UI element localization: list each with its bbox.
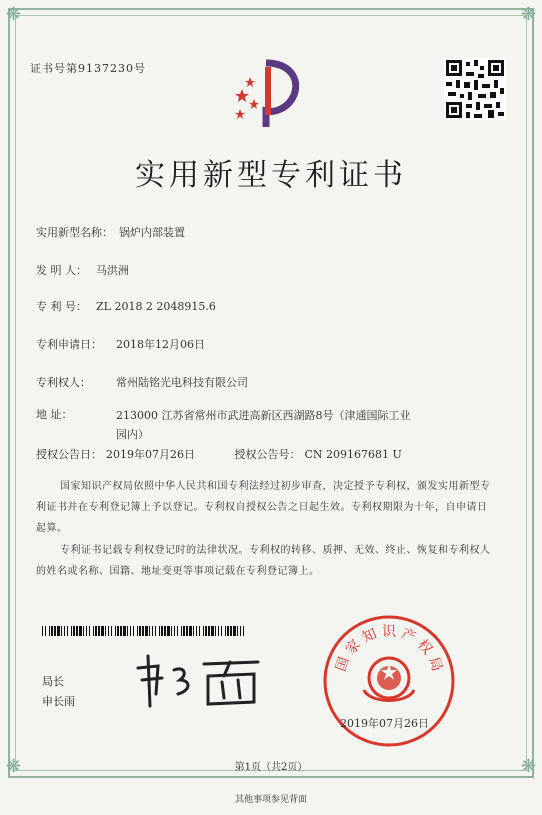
barcode-bar [57, 626, 60, 636]
barcode-bar [51, 626, 53, 636]
grant-row [36, 446, 402, 462]
seal-date: 2019年07月26日 [340, 717, 429, 730]
barcode-bar [152, 626, 153, 636]
barcode-bar [98, 626, 100, 636]
barcode-bar [73, 626, 75, 636]
seal-char: 局 [425, 654, 445, 674]
barcode-bar [177, 626, 178, 636]
filing-date-label: 专利申请日： [36, 338, 102, 351]
filing-date-row [36, 336, 205, 352]
grant-statement-paragraph: 国家知识产权局依照中华人民共和国专利法经过初步审查，决定授予专利权，颁发实用新型专利证书并在专利登记簿上予以登记。专利权自授权公告之日起生效。专利权期限为十年，自申请日起算。 [36, 481, 491, 534]
barcode-bar [76, 626, 78, 636]
seal-char: 权 [414, 636, 436, 658]
utility-name-value: 锅炉内部装置 [119, 226, 185, 239]
barcode-bar [218, 626, 219, 636]
barcode-bar [181, 626, 182, 636]
patentee-row [36, 374, 248, 390]
barcode-bar [45, 626, 46, 636]
barcode-bar [86, 626, 87, 636]
grant-date-label: 授权公告日： [36, 448, 102, 461]
barcode-bar [183, 626, 185, 636]
barcode-bar [101, 626, 104, 636]
address-value: 213000 江苏省常州市武进高新区西湖路8号（津通国际工业园内） [116, 409, 411, 441]
director-title [42, 672, 75, 712]
barcode-bar [130, 626, 131, 636]
barcode-bar [196, 626, 197, 636]
seal-char: 家 [342, 636, 364, 658]
inventor-row [36, 262, 129, 278]
legal-status-paragraph: 专利证书记载专利权登记时的法律状况。专利权的转移、质押、无效、终止、恢复和专利权人的姓名或名称、国籍、地址变更等事项记载在专利登记簿上。 [36, 545, 491, 577]
barcode-bar [93, 626, 94, 636]
barcode-bar [117, 626, 119, 636]
grant-number-value: CN 209167681 U [304, 448, 402, 461]
certificate-title: 实用新型专利证书 [135, 158, 407, 193]
barcode-bar [71, 626, 72, 636]
barcode-bar [61, 626, 62, 636]
patent-office-logo-icon [228, 55, 308, 135]
barcode-bar [142, 626, 144, 636]
corner-ornament-icon: ❋ [6, 4, 22, 25]
barcode-bar [243, 626, 244, 636]
barcode-bar [189, 626, 192, 636]
seal-char: 知 [359, 625, 380, 647]
inventor-label: 发 明 人： [36, 264, 87, 277]
barcode-bar [79, 626, 82, 636]
utility-name-row [36, 224, 185, 240]
barcode-bar [230, 626, 232, 636]
inventor-value: 马洪洲 [96, 264, 129, 277]
barcode-bar [120, 626, 122, 636]
filing-date-value: 2018年12月06日 [116, 338, 205, 351]
barcode-bar [225, 626, 226, 636]
corner-ornament-icon: ❋ [520, 756, 536, 777]
barcode-bar [83, 626, 84, 636]
barcode-bar [105, 626, 106, 636]
patentee-value: 常州陆铭光电科技有限公司 [116, 376, 248, 389]
address-label: 地 址： [36, 408, 73, 421]
grant-date-value: 2019年07月26日 [106, 448, 195, 461]
barcode-bar [227, 626, 229, 636]
barcode-bar [115, 626, 116, 636]
barcode-bar [186, 626, 188, 636]
barcode-bar [54, 626, 56, 636]
barcode-bar [221, 626, 222, 636]
corner-ornament-icon: ❋ [520, 4, 536, 25]
corner-ornament-icon: ❋ [6, 756, 22, 777]
patent-number-row [36, 298, 216, 314]
barcode-bar [111, 626, 112, 636]
patent-number-value: ZL 2018 2 2048915.6 [96, 300, 216, 313]
handwritten-signature-icon [132, 650, 272, 710]
barcode-bar [95, 626, 97, 636]
barcode-bar [108, 626, 109, 636]
grant-number-label: 授权公告号： [234, 448, 301, 461]
patentee-label: 专利权人： [36, 376, 91, 389]
barcode-bar [123, 626, 126, 636]
director-name: 申长雨 [42, 695, 75, 708]
barcode-bar [233, 626, 236, 636]
certificate-number: 证书号第9137230号 [30, 62, 146, 75]
barcode-bar [237, 626, 238, 636]
patent-number-label: 专 利 号： [36, 300, 87, 313]
director-title-line1: 局长 [42, 675, 64, 688]
barcode-bar [208, 626, 210, 636]
barcode-bar [171, 626, 172, 636]
barcode-bar [164, 626, 166, 636]
barcode-bar [161, 626, 163, 636]
barcode-bar [137, 626, 138, 636]
barcode-bar [42, 626, 43, 636]
barcode-bar [133, 626, 134, 636]
barcode-bar [205, 626, 207, 636]
footer-note: 其他事项参见背面 [234, 795, 307, 805]
seal-char: 产 [398, 625, 419, 647]
barcode-bar [145, 626, 148, 636]
barcode-bar [203, 626, 204, 636]
seal-char: 国 [333, 654, 353, 674]
barcode-bar [49, 626, 50, 636]
qr-code-icon [444, 58, 506, 120]
barcode-icon [42, 626, 246, 636]
barcode-bar [127, 626, 128, 636]
barcode-bar [159, 626, 160, 636]
barcode-bar [67, 626, 68, 636]
barcode-bar [149, 626, 150, 636]
page-number: 第1页（共2页） [234, 762, 308, 773]
barcode-bar [193, 626, 194, 636]
barcode-bar [167, 626, 170, 636]
barcode-bar [199, 626, 200, 636]
barcode-bar [64, 626, 65, 636]
seal-char: 识 [382, 624, 396, 640]
barcode-bar [215, 626, 216, 636]
barcode-bar [240, 626, 241, 636]
barcode-bar [174, 626, 175, 636]
barcode-bar [139, 626, 141, 636]
barcode-bar [89, 626, 90, 636]
barcode-bar [155, 626, 156, 636]
barcode-bar [211, 626, 214, 636]
utility-name-label: 实用新型名称： [36, 226, 113, 239]
